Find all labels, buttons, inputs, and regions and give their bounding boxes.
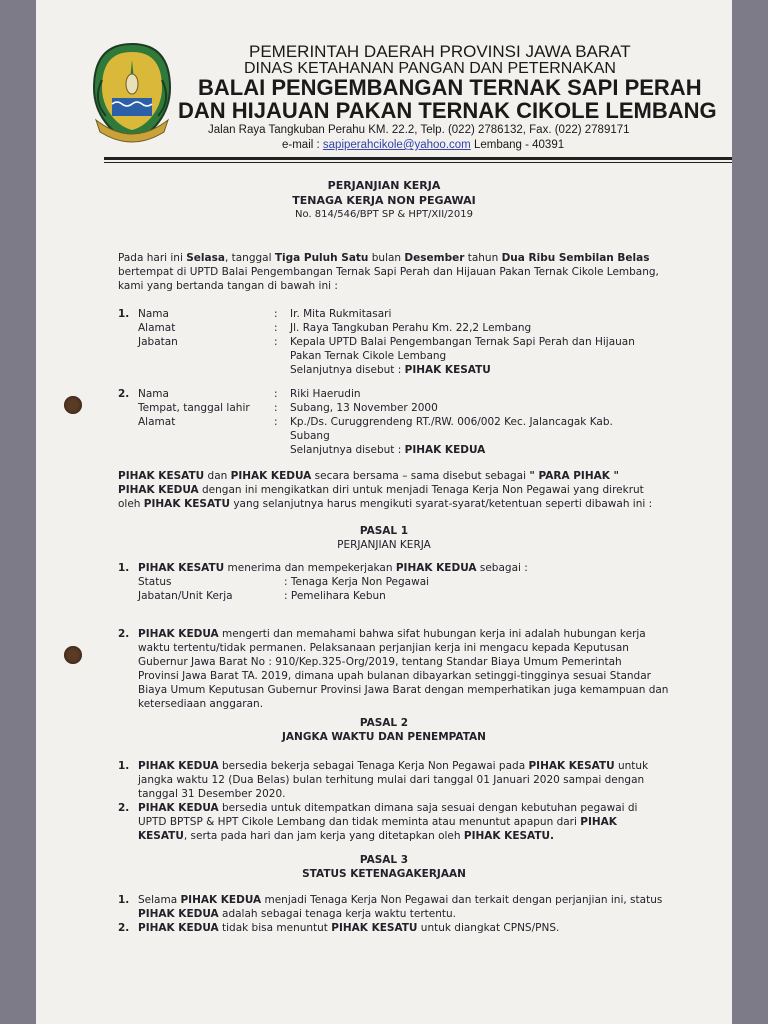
- position-unit-value: : Pemelihara Kebun: [284, 590, 386, 602]
- status-label: Status: [138, 576, 172, 588]
- colon: :: [274, 402, 278, 414]
- party2-designation: Selanjutnya disebut : PIHAK KEDUA: [290, 444, 486, 456]
- intro-line-1: Pada hari ini Selasa, tanggal Tiga Puluh Satu bulan Desember tahun Dua Ribu Sembilan Belas: [118, 252, 650, 264]
- email-link[interactable]: sapiperahcikole@yahoo.com: [322, 139, 471, 151]
- colon: :: [274, 388, 278, 400]
- pasal1-heading: PASAL 1: [359, 525, 409, 537]
- colon: :: [274, 416, 278, 428]
- party1-address-label: Alamat: [138, 322, 176, 334]
- pasal1-subheading: PERJANJIAN KERJA: [337, 539, 431, 551]
- pasal1-item2-line2: waktu tertentu/tidak permanen. Pelaksanaan perjanjian kerja ini mengacu kepada Keputusan: [138, 642, 629, 654]
- party1-position-label: Jabatan: [138, 336, 178, 348]
- colon: :: [274, 336, 278, 348]
- colon: :: [274, 308, 278, 320]
- document-subtitle: TENAGA KERJA NON PEGAWAI: [292, 194, 476, 207]
- pasal1-item2-line6: ketersediaan anggaran.: [138, 698, 264, 710]
- letterhead-address: Jalan Raya Tangkuban Perahu KM. 22.2, Telp. (022) 2786132, Fax. (022) 2789171: [208, 124, 630, 136]
- letterhead-agency: DINAS KETAHANAN PANGAN DAN PETERNAKAN: [244, 60, 616, 77]
- party1-position-line1: Kepala UPTD Balai Pengembangan Ternak Sapi Perah dan Hijauan: [290, 336, 635, 348]
- party1-position-line2: Pakan Ternak Cikole Lembang: [290, 350, 447, 362]
- position-unit-label: Jabatan/Unit Kerja: [138, 590, 233, 602]
- party2-address-line1: Kp./Ds. Curuggrendeng RT./RW. 006/002 Kec. Jalancagak Kab.: [290, 416, 613, 428]
- pasal2-item1-line3: tanggal 31 Desember 2020.: [138, 788, 286, 800]
- intro-line-3: kami yang bertanda tangan di bawah ini :: [118, 280, 338, 292]
- pasal1-item2-line5: Biaya Umum Keputusan Gubernur Provinsi Jawa Barat dengan memperhatikan juga kemampuan dan: [138, 684, 669, 696]
- binder-hole: [64, 396, 82, 414]
- pasal1-item2-line3: Gubernur Jawa Barat No : 910/Kep.325-Org/2019, tentang Standar Biaya Umum Pemerintah: [138, 656, 622, 668]
- party1-name-label: Nama: [138, 308, 169, 320]
- intro-line-2: bertempat di UPTD Balai Pengembangan Ternak Sapi Perah dan Hijauan Pakan Ternak Cikole Lembang,: [118, 266, 659, 278]
- pasal1-item1-text: PIHAK KESATU menerima dan mempekerjakan PIHAK KEDUA sebagai :: [138, 562, 528, 574]
- document-page: [36, 0, 732, 1024]
- letterhead-contact: [282, 139, 564, 151]
- pasal3-item1-line2: PIHAK KEDUA adalah sebagai tenaga kerja waktu tertentu.: [138, 908, 456, 920]
- pasal3-item2-number: 2.: [118, 922, 130, 934]
- party2-number: 2.: [118, 388, 130, 400]
- pasal2-item2-line2: UPTD BPTSP & HPT Cikole Lembang dan tidak meminta atau menuntut apapun dari PIHAK: [138, 816, 617, 828]
- party1-number: 1.: [118, 308, 130, 320]
- pasal2-item1-line1: PIHAK KEDUA bersedia bekerja sebagai Tenaga Kerja Non Pegawai pada PIHAK KESATU untuk: [138, 760, 649, 772]
- pasal2-item2-number: 2.: [118, 802, 130, 814]
- party2-address-label: Alamat: [138, 416, 176, 428]
- document-title: PERJANJIAN KERJA: [327, 179, 441, 192]
- pasal1-item1-number: 1.: [118, 562, 130, 574]
- pasal2-item2-line3: KESATU, serta pada hari dan jam kerja yang ditetapkan oleh PIHAK KESATU.: [138, 830, 555, 842]
- party2-address-line2: Subang: [290, 430, 330, 442]
- parties-line-2: PIHAK KEDUA dengan ini mengikatkan diri untuk menjadi Tenaga Kerja Non Pegawai yang direkrut: [118, 484, 644, 496]
- pasal2-item1-number: 1.: [118, 760, 130, 772]
- letterhead-institution-line2: DAN HIJAUAN PAKAN TERNAK CIKOLE LEMBANG: [178, 98, 717, 123]
- parties-line-1: PIHAK KESATU dan PIHAK KEDUA secara bersama – sama disebut sebagai " PARA PIHAK ": [118, 470, 620, 482]
- party2-birth-label: Tempat, tanggal lahir: [138, 402, 250, 414]
- pasal3-heading: PASAL 3: [359, 854, 409, 866]
- letterhead-divider: [104, 157, 732, 160]
- pasal2-heading: PASAL 2: [359, 717, 409, 729]
- party2-birth: Subang, 13 November 2000: [290, 402, 438, 414]
- jawa-barat-crest-logo: [90, 40, 174, 144]
- party1-name: Ir. Mita Rukmitasari: [290, 308, 392, 320]
- postal-info: Lembang - 40391: [473, 139, 565, 151]
- pasal3-subheading: STATUS KETENAGAKERJAAN: [302, 868, 466, 880]
- parties-line-3: oleh PIHAK KESATU yang selanjutnya harus mengikuti syarat-syarat/ketentuan seperti dibawah ini :: [118, 498, 653, 510]
- pasal1-item2-number: 2.: [118, 628, 130, 640]
- party2-name: Riki Haerudin: [290, 388, 361, 400]
- pasal1-item2-line4: Provinsi Jawa Barat TA. 2019, dimana upah bulanan dibayarkan setinggi-tingginya sesuai Standar: [138, 670, 651, 682]
- letterhead-institution-line1: BALAI PENGEMBANGAN TERNAK SAPI PERAH: [198, 75, 702, 100]
- status-value: : Tenaga Kerja Non Pegawai: [284, 576, 430, 588]
- colon: :: [274, 322, 278, 334]
- pasal3-item2-line1: PIHAK KEDUA tidak bisa menuntut PIHAK KESATU untuk diangkat CPNS/PNS.: [138, 922, 560, 934]
- binder-hole: [64, 646, 82, 664]
- pasal2-item2-line1: PIHAK KEDUA bersedia untuk ditempatkan dimana saja sesuai dengan kebutuhan pegawai di: [138, 802, 638, 814]
- document-number: No. 814/546/BPT SP & HPT/XII/2019: [295, 209, 473, 220]
- pasal3-item1-number: 1.: [118, 894, 130, 906]
- party1-designation: Selanjutnya disebut : PIHAK KESATU: [290, 364, 491, 376]
- pasal2-subheading: JANGKA WAKTU DAN PENEMPATAN: [282, 731, 486, 743]
- pasal3-item1-line1: Selama PIHAK KEDUA menjadi Tenaga Kerja Non Pegawai dan terkait dengan perjanjian ini, status: [138, 894, 663, 906]
- letterhead-government: PEMERINTAH DAERAH PROVINSI JAWA BARAT: [249, 42, 631, 61]
- party2-name-label: Nama: [138, 388, 169, 400]
- pasal2-item1-line2: jangka waktu 12 (Dua Belas) bulan terhitung mulai dari tanggal 01 Januari 2020 sampai dengan: [138, 774, 645, 786]
- email-label: e-mail :: [282, 139, 320, 151]
- letterhead-divider-thin: [104, 162, 732, 163]
- pasal1-item2-line1: PIHAK KEDUA mengerti dan memahami bahwa sifat hubungan kerja ini adalah hubungan kerja: [138, 628, 646, 640]
- party1-address: Jl. Raya Tangkuban Perahu Km. 22,2 Lembang: [290, 322, 532, 334]
